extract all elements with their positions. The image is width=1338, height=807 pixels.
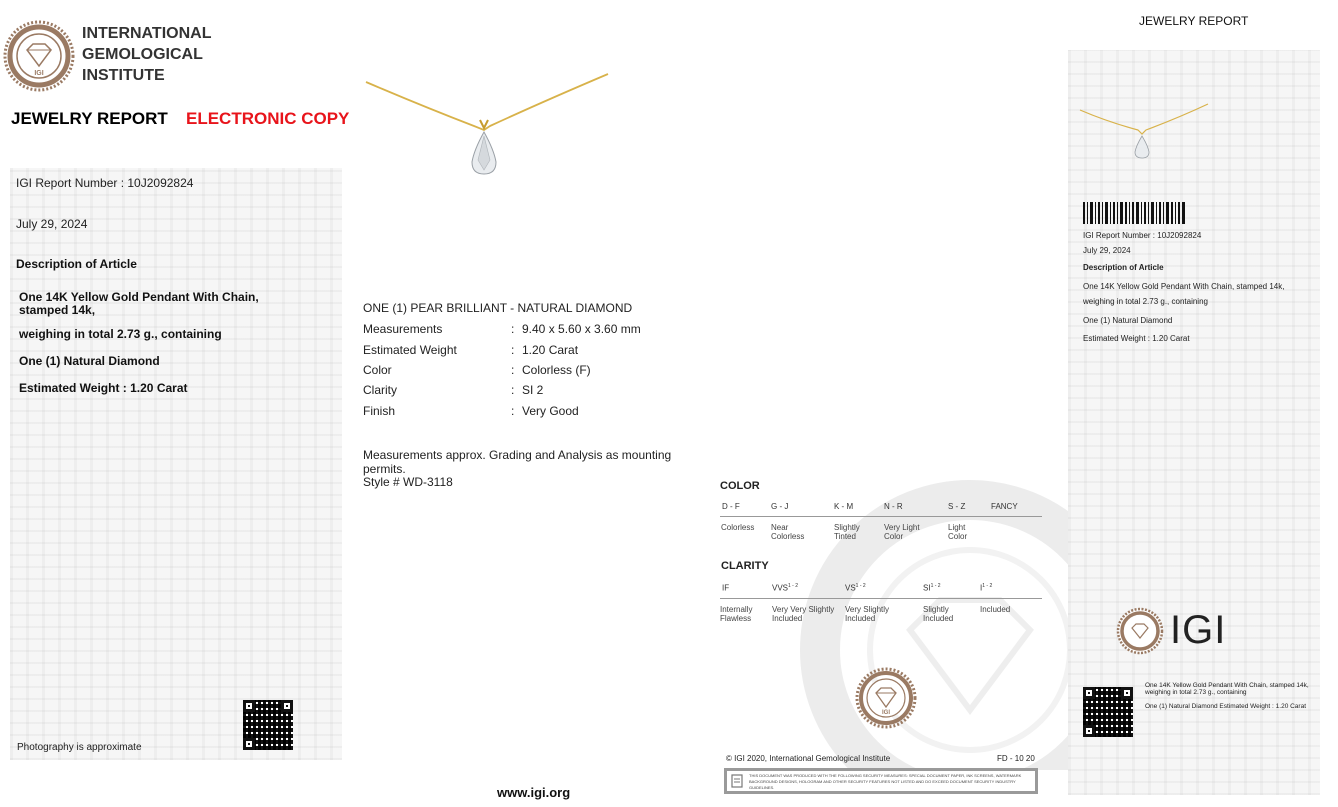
description-line-2: weighing in total 2.73 g., containing	[19, 327, 222, 341]
qr-code-left	[243, 700, 293, 750]
report-number: IGI Report Number : 10J2092824	[16, 176, 194, 190]
measurements-note-line2: permits.	[363, 462, 406, 476]
report-title: JEWELRY REPORT	[11, 109, 168, 128]
clarity-desc-2: Very Very Slightly Included	[772, 605, 835, 623]
copyright-text: © IGI 2020, International Gemological Institute	[726, 754, 891, 763]
right-description-line-1: One 14K Yellow Gold Pendant With Chain, stamped 14k,	[1083, 282, 1285, 291]
stone-title: ONE (1) PEAR BRILLIANT - NATURAL DIAMOND	[363, 301, 633, 315]
igi-seal-small-icon	[855, 667, 917, 729]
color-grade-3: K - M	[834, 502, 854, 511]
qr-code-right	[1083, 687, 1133, 737]
color-grade-6: FANCY	[991, 502, 1018, 511]
clarity-grade-3: VS$^{1 - 2}$	[845, 583, 866, 593]
clarity-grade-1: IF	[722, 583, 730, 593]
clarity-desc-1: Internally Flawless	[720, 605, 753, 623]
weight-label: Estimated Weight	[363, 343, 457, 357]
finish-label: Finish	[363, 404, 396, 418]
right-description-heading: Description of Article	[1083, 263, 1164, 272]
institute-name-line2: GEMOLOGICAL	[82, 46, 203, 63]
clarity-scale-rule	[720, 598, 1042, 599]
institute-name-line1: INTERNATIONAL	[82, 25, 212, 42]
color-grade-2: G - J	[771, 502, 789, 511]
style-number: Style # WD-3118	[363, 475, 453, 489]
clarity-grade-4: SI$^{1 - 2}$	[923, 583, 941, 593]
clarity-desc-3: Very Slightly Included	[845, 605, 890, 623]
right-report-number: IGI Report Number : 10J2092824	[1083, 231, 1202, 240]
right-qr-text-line1: One 14K Yellow Gold Pendant With Chain, stamped 14k,	[1145, 682, 1309, 689]
right-description-line-2: weighing in total 2.73 g., containing	[1083, 297, 1208, 306]
report-date: July 29, 2024	[16, 217, 88, 231]
description-line-1: One 14K Yellow Gold Pendant With Chain, stamped 14k,	[19, 290, 259, 317]
clarity-grade-5: $I^{1 - 2}$	[980, 583, 993, 593]
color-value: Colorless (F)	[522, 363, 591, 377]
right-qr-text-line2: weighing in total 2.73 g., containing	[1145, 689, 1247, 696]
barcode	[1083, 202, 1186, 224]
clarity-grade-2: VVS$^{1 - 2}$	[772, 583, 799, 593]
measurements-label: Measurements	[363, 322, 443, 336]
color-scale-heading: COLOR	[720, 480, 760, 492]
finish-value: Very Good	[522, 404, 579, 418]
color-desc-2: Near Colorless	[771, 523, 805, 541]
institute-name-line3: INSTITUTE	[82, 67, 165, 84]
description-heading: Description of Article	[16, 257, 137, 271]
right-report-date: July 29, 2024	[1083, 246, 1131, 255]
color-desc-1: Colorless	[721, 523, 755, 532]
description-line-3: One (1) Natural Diamond	[19, 354, 160, 368]
electronic-copy-label: ELECTRONIC COPY	[186, 109, 350, 128]
clarity-value: SI 2	[522, 383, 544, 397]
clarity-scale-heading: CLARITY	[721, 560, 769, 572]
svg-text:IGI: IGI	[34, 70, 44, 77]
photography-note: Photography is approximate	[17, 742, 142, 753]
measurements-value: 9.40 x 5.60 x 3.60 mm	[522, 322, 641, 336]
measurements-colon: :	[511, 322, 515, 336]
clarity-desc-4: Slightly Included	[923, 605, 954, 623]
color-scale-rule	[720, 516, 1042, 517]
color-grade-1: D - F	[722, 502, 740, 511]
color-desc-5: Light Color	[948, 523, 968, 541]
security-text: THIS DOCUMENT WAS PRODUCED WITH THE FOLLOWING SECURITY MEASURES: SPECIAL DOCUMENT PAPER, INK SCREENS, WATERMARK BACKGROUND DESIGNS, HOLOGRAM AND OTHER SECURITY FEATURES NOT LISTED AND DO EXCEED DOCUMENT SECURITY INDUSTRY GUIDELINES.	[749, 773, 1022, 790]
color-label: Color	[363, 363, 392, 377]
pendant-thumbnail-image	[1078, 100, 1210, 162]
color-grade-5: S - Z	[948, 502, 966, 511]
measurements-note-line1: Measurements approx. Grading and Analysis as mounting	[363, 448, 672, 462]
finish-colon: :	[511, 404, 515, 418]
svg-text:IGI: IGI	[881, 710, 891, 716]
right-qr-text-line3: One (1) Natural Diamond Estimated Weight : 1.20 Carat	[1145, 703, 1307, 710]
clarity-colon: :	[511, 383, 515, 397]
igi-seal-icon	[3, 20, 75, 92]
right-description-line-4: Estimated Weight : 1.20 Carat	[1083, 334, 1190, 343]
security-banner	[724, 768, 1038, 794]
document-icon	[730, 774, 744, 788]
clarity-label: Clarity	[363, 383, 398, 397]
color-colon: :	[511, 363, 515, 377]
color-grade-4: N - R	[884, 502, 903, 511]
clarity-desc-5: Included	[980, 605, 1011, 614]
weight-colon: :	[511, 343, 515, 357]
pendant-image	[362, 70, 612, 180]
igi-logo-text: IGI	[1170, 608, 1227, 652]
description-line-4: Estimated Weight : 1.20 Carat	[19, 381, 188, 395]
right-description-line-3: One (1) Natural Diamond	[1083, 316, 1173, 325]
form-code: FD - 10 20	[997, 754, 1035, 763]
color-desc-3: Slightly Tinted	[834, 523, 860, 541]
right-report-title: JEWELRY REPORT	[1139, 14, 1249, 28]
website-link[interactable]: www.igi.org	[497, 785, 571, 800]
weight-value: 1.20 Carat	[522, 343, 579, 357]
color-desc-4: Very Light Color	[884, 523, 920, 541]
igi-logo-seal-icon	[1116, 607, 1164, 655]
